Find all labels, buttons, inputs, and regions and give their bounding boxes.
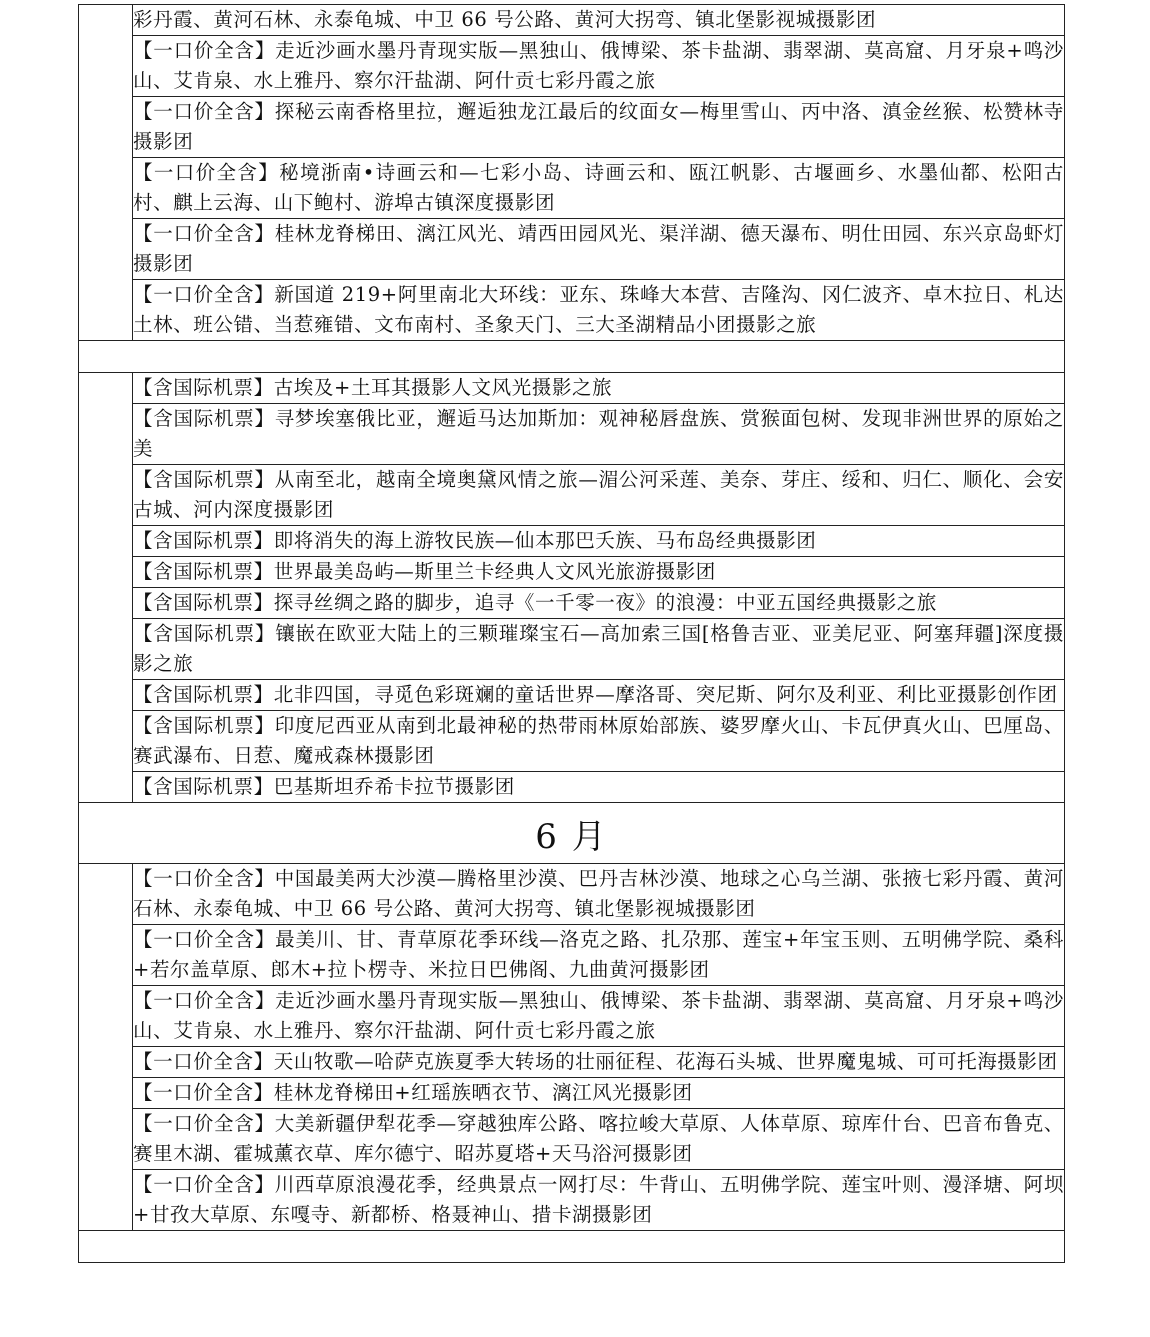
tour-item: 【一口价全含】探秘云南香格里拉，邂逅独龙江最后的纹面女—梅里雪山、丙中洛、滇金丝猴、松赞林寺摄影团 — [133, 97, 1065, 158]
tour-item: 【含国际机票】即将消失的海上游牧民族—仙本那巴夭族、马布岛经典摄影团 — [133, 526, 1065, 557]
tour-item: 【含国际机票】从南至北，越南全境奥黛风情之旅—湄公河采莲、美奈、芽庄、绥和、归仁、顺化、会安古城、河内深度摄影团 — [133, 465, 1065, 526]
table-row — [79, 1109, 1065, 1170]
table-row — [79, 588, 1065, 619]
tour-item: 【一口价全含】走近沙画水墨丹青现实版—黑独山、俄博梁、茶卡盐湖、翡翠湖、莫高窟、月牙泉+鸣沙山、艾肯泉、水上雅丹、察尔汗盐湖、阿什贡七彩丹霞之旅 — [133, 986, 1065, 1047]
tour-item: 【含国际机票】北非四国，寻觅色彩斑斓的童话世界—摩洛哥、突尼斯、阿尔及利亚、利比亚摄影创作团 — [133, 680, 1065, 711]
table-row — [79, 97, 1065, 158]
table-row — [79, 36, 1065, 97]
tour-item: 【含国际机票】探寻丝绸之路的脚步，追寻《一千零一夜》的浪漫：中亚五国经典摄影之旅 — [133, 588, 1065, 619]
table-row — [79, 680, 1065, 711]
spacer-row — [79, 1231, 1065, 1263]
table-row — [79, 373, 1065, 404]
month-heading: 6 月 — [79, 803, 1065, 864]
tour-item: 【一口价全含】川西草原浪漫花季，经典景点一网打尽：牛背山、五明佛学院、莲宝叶则、漫泽塘、阿坝+甘孜大草原、东嘎寺、新都桥、格聂神山、措卡湖摄影团 — [133, 1170, 1065, 1231]
empty-cell — [79, 1231, 1065, 1263]
table-row — [79, 465, 1065, 526]
tour-item: 彩丹霞、黄河石林、永泰龟城、中卫 66 号公路、黄河大拐弯、镇北堡影视城摄影团 — [133, 5, 1065, 36]
date-cell — [79, 864, 133, 1231]
tour-item: 【一口价全含】最美川、甘、青草原花季环线—洛克之路、扎尕那、莲宝+年宝玉则、五明佛学院、桑科+若尔盖草原、郎木+拉卜楞寺、米拉日巴佛阁、九曲黄河摄影团 — [133, 925, 1065, 986]
table-row — [79, 1047, 1065, 1078]
table-row — [79, 711, 1065, 772]
tour-item: 【含国际机票】镶嵌在欧亚大陆上的三颗璀璨宝石—高加索三国[格鲁吉亚、亚美尼亚、阿塞拜疆]深度摄影之旅 — [133, 619, 1065, 680]
tour-item: 【含国际机票】世界最美岛屿—斯里兰卡经典人文风光旅游摄影团 — [133, 557, 1065, 588]
table-row — [79, 1078, 1065, 1109]
table-row — [79, 557, 1065, 588]
table-row — [79, 925, 1065, 986]
tour-item: 【一口价全含】桂林龙脊梯田+红瑶族晒衣节、漓江风光摄影团 — [133, 1078, 1065, 1109]
date-cell — [79, 373, 133, 803]
tour-schedule-table — [78, 4, 1065, 1263]
empty-cell — [79, 341, 1065, 373]
table-row — [79, 1170, 1065, 1231]
table-row — [79, 5, 1065, 36]
month-header-row — [79, 803, 1065, 864]
tour-item: 【含国际机票】古埃及+土耳其摄影人文风光摄影之旅 — [133, 373, 1065, 404]
tour-item: 【一口价全含】大美新疆伊犁花季—穿越独库公路、喀拉峻大草原、人体草原、琼库什台、巴音布鲁克、赛里木湖、霍城薰衣草、库尔德宁、昭苏夏塔+天马浴河摄影团 — [133, 1109, 1065, 1170]
tour-item: 【一口价全含】桂林龙脊梯田、漓江风光、靖西田园风光、渠洋湖、德天瀑布、明仕田园、东兴京岛虾灯摄影团 — [133, 219, 1065, 280]
table-row — [79, 864, 1065, 925]
tour-item: 【一口价全含】秘境浙南•诗画云和—七彩小岛、诗画云和、瓯江帆影、古堰画乡、水墨仙都、松阳古村、麒上云海、山下鲍村、游埠古镇深度摄影团 — [133, 158, 1065, 219]
table-row — [79, 219, 1065, 280]
table-row — [79, 526, 1065, 557]
tour-item: 【一口价全含】走近沙画水墨丹青现实版—黑独山、俄博梁、茶卡盐湖、翡翠湖、莫高窟、月牙泉+鸣沙山、艾肯泉、水上雅丹、察尔汗盐湖、阿什贡七彩丹霞之旅 — [133, 36, 1065, 97]
tour-item: 【含国际机票】印度尼西亚从南到北最神秘的热带雨林原始部族、婆罗摩火山、卡瓦伊真火山、巴厘岛、赛武瀑布、日惹、魔戒森林摄影团 — [133, 711, 1065, 772]
tour-item: 【一口价全含】新国道 219+阿里南北大环线：亚东、珠峰大本营、吉隆沟、冈仁波齐、卓木拉日、札达土林、班公错、当惹雍错、文布南村、圣象天门、三大圣湖精品小团摄影之旅 — [133, 280, 1065, 341]
table-row — [79, 619, 1065, 680]
table-row — [79, 772, 1065, 803]
table-row — [79, 986, 1065, 1047]
tour-item: 【一口价全含】天山牧歌—哈萨克族夏季大转场的壮丽征程、花海石头城、世界魔鬼城、可可托海摄影团 — [133, 1047, 1065, 1078]
table-row — [79, 280, 1065, 341]
tour-item: 【含国际机票】巴基斯坦乔希卡拉节摄影团 — [133, 772, 1065, 803]
spacer-row — [79, 341, 1065, 373]
tour-item: 【一口价全含】中国最美两大沙漠—腾格里沙漠、巴丹吉林沙漠、地球之心乌兰湖、张掖七彩丹霞、黄河石林、永泰龟城、中卫 66 号公路、黄河大拐弯、镇北堡影视城摄影团 — [133, 864, 1065, 925]
table-row — [79, 404, 1065, 465]
date-cell — [79, 5, 133, 341]
table-row — [79, 158, 1065, 219]
tour-item: 【含国际机票】寻梦埃塞俄比亚，邂逅马达加斯加：观神秘唇盘族、赏猴面包树、发现非洲世界的原始之美 — [133, 404, 1065, 465]
